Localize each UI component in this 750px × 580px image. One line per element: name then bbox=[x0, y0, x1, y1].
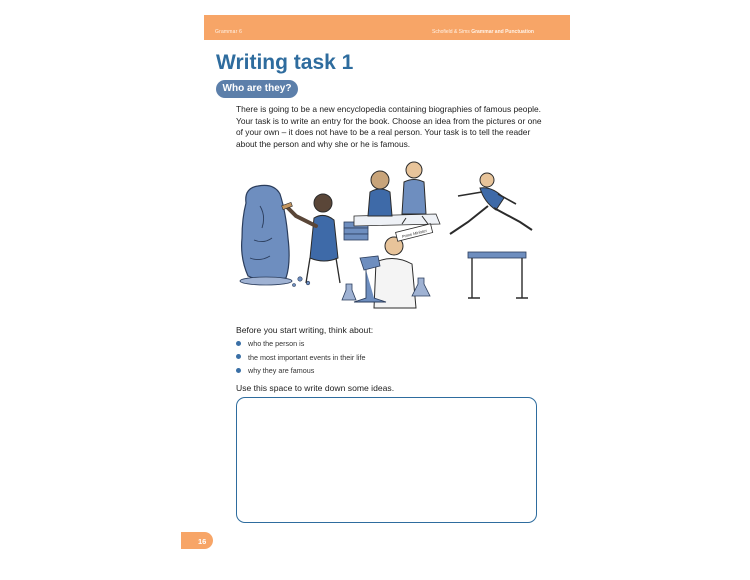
header-band bbox=[204, 15, 570, 40]
header-series-name: Grammar and Punctuation bbox=[471, 29, 534, 35]
page-number-tab bbox=[181, 532, 213, 549]
list-item bbox=[236, 353, 365, 367]
bullet-icon bbox=[236, 354, 241, 359]
list-item-text: who the person is bbox=[248, 339, 305, 348]
list-item bbox=[236, 339, 365, 353]
before-heading: Before you start writing, think about: bbox=[236, 325, 374, 335]
subtitle-badge: Who are they? bbox=[216, 80, 298, 98]
list-item-text: the most important events in their life bbox=[248, 352, 366, 362]
runner-figure bbox=[450, 173, 532, 298]
space-prompt: Use this space to write down some ideas. bbox=[236, 383, 395, 393]
bullet-icon bbox=[236, 341, 241, 346]
list-item bbox=[236, 366, 365, 380]
page-number: 16 bbox=[198, 537, 207, 546]
header-publisher: Schofield & Sims bbox=[432, 29, 470, 35]
sculptor-figure bbox=[240, 185, 340, 286]
bullet-icon bbox=[236, 368, 241, 373]
header-book-title: Grammar 6 bbox=[215, 29, 243, 35]
prime-minister-sign: Prime Minister bbox=[401, 227, 428, 239]
list-item-text: why they are famous bbox=[248, 366, 315, 375]
writing-area[interactable] bbox=[236, 397, 537, 523]
famous-people-illustration bbox=[236, 158, 541, 313]
page-title: Writing task 1 bbox=[216, 51, 354, 74]
header-series bbox=[432, 29, 534, 35]
intro-paragraph: There is going to be a new encyclopedia containing biographies of famous people. Your task is to write an entry for the book. Choose an idea from the pictures or one of your own – it does not have to be a real person. Your task is to tell the reader about the person and why she or he is famous. bbox=[236, 104, 542, 149]
think-about-list bbox=[236, 339, 365, 380]
